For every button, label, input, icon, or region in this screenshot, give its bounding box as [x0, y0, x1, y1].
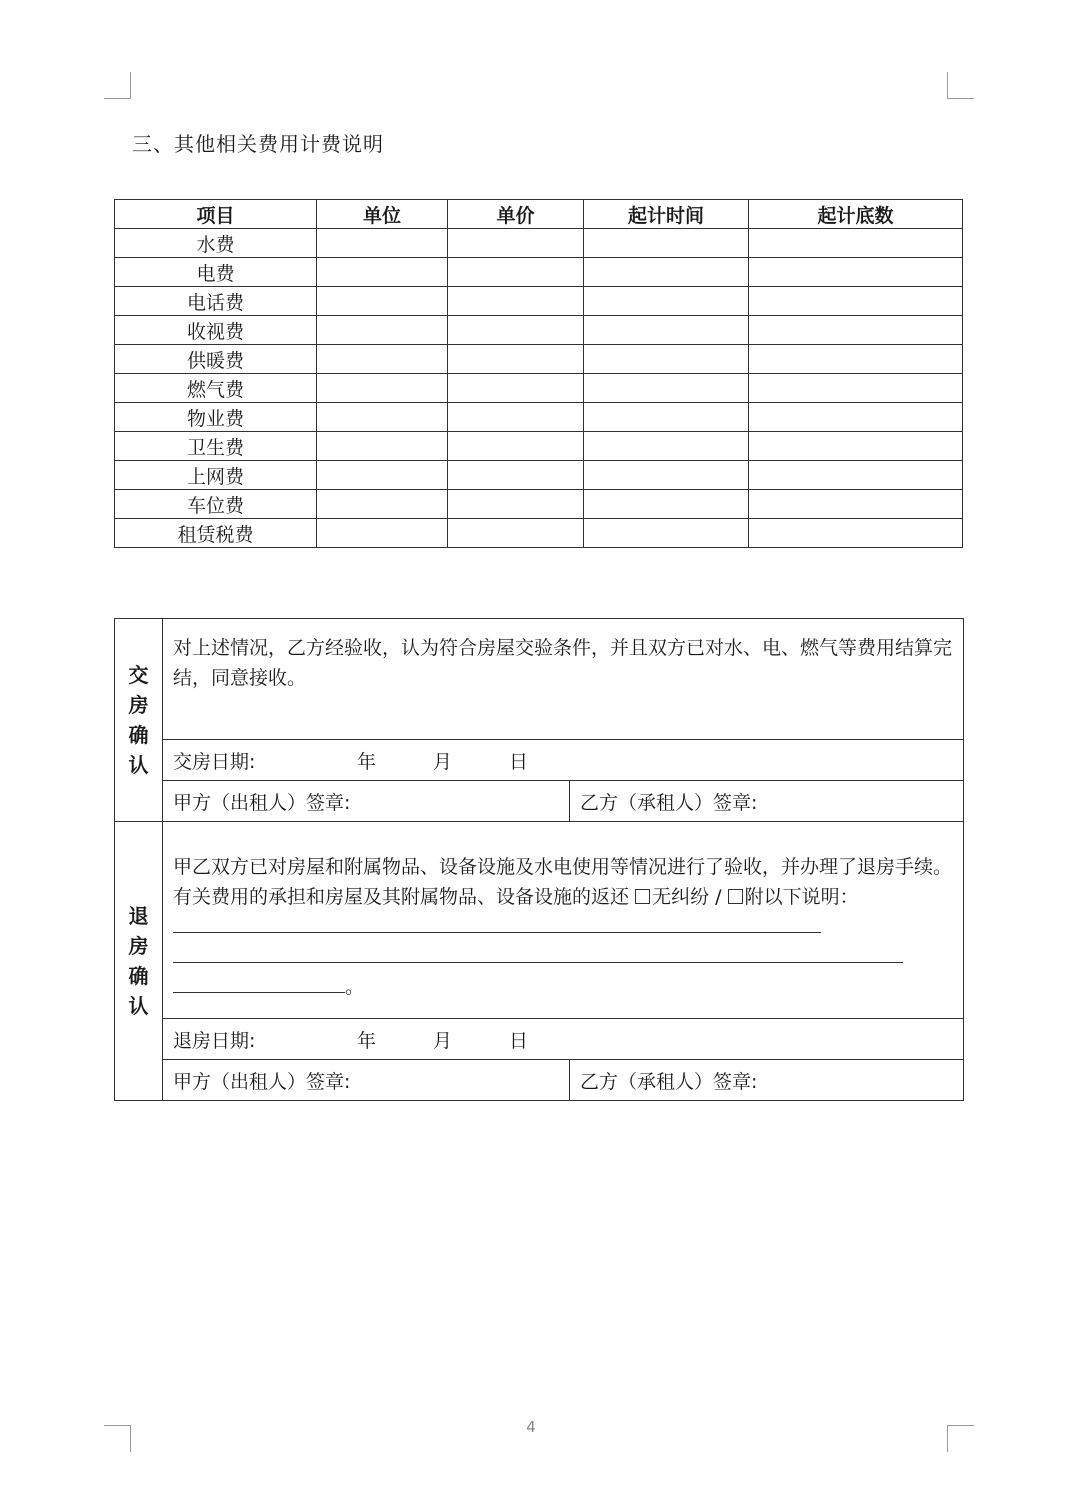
- header-start-reading: 起计底数: [749, 200, 963, 229]
- start-time-cell[interactable]: [584, 287, 749, 316]
- start-reading-cell[interactable]: [749, 287, 963, 316]
- handover-date-row[interactable]: [163, 740, 964, 781]
- fee-item-label: 燃气费: [115, 374, 317, 403]
- notes-blank-line-2[interactable]: [173, 942, 903, 963]
- price-cell[interactable]: [448, 403, 584, 432]
- checkout-date-row[interactable]: [163, 1019, 964, 1060]
- header-unit: 单位: [317, 200, 448, 229]
- price-cell[interactable]: [448, 345, 584, 374]
- start-time-cell[interactable]: [584, 403, 749, 432]
- start-time-cell[interactable]: [584, 345, 749, 374]
- fee-table: [114, 199, 963, 548]
- no-dispute-checkbox[interactable]: [635, 889, 650, 904]
- start-reading-cell[interactable]: [749, 374, 963, 403]
- start-time-cell[interactable]: [584, 490, 749, 519]
- start-time-cell[interactable]: [584, 374, 749, 403]
- year-label: 年: [357, 750, 377, 773]
- unit-cell[interactable]: [317, 432, 448, 461]
- unit-cell[interactable]: [317, 461, 448, 490]
- start-time-cell[interactable]: [584, 519, 749, 548]
- checkout-date-label: 退房日期:: [173, 1029, 256, 1052]
- fee-item-label: 电话费: [115, 287, 317, 316]
- start-reading-cell[interactable]: [749, 229, 963, 258]
- page-number: 4: [526, 1418, 536, 1436]
- checkout-party-b-signature[interactable]: 乙方（承租人）签章:: [570, 1060, 964, 1101]
- fee-item-label: 收视费: [115, 316, 317, 345]
- unit-cell[interactable]: [317, 490, 448, 519]
- handover-date-label: 交房日期:: [173, 750, 256, 773]
- start-reading-cell[interactable]: [749, 403, 963, 432]
- table-row: [115, 316, 963, 345]
- price-cell[interactable]: [448, 374, 584, 403]
- start-reading-cell[interactable]: [749, 345, 963, 374]
- fee-item-label: 上网费: [115, 461, 317, 490]
- price-cell[interactable]: [448, 229, 584, 258]
- unit-cell[interactable]: [317, 345, 448, 374]
- header-start-time: 起计时间: [584, 200, 749, 229]
- unit-cell[interactable]: [317, 403, 448, 432]
- confirmation-table: [114, 618, 964, 1101]
- table-row: [115, 461, 963, 490]
- unit-cell[interactable]: [317, 374, 448, 403]
- table-row: [115, 519, 963, 548]
- unit-cell[interactable]: [317, 287, 448, 316]
- price-cell[interactable]: [448, 490, 584, 519]
- table-row: [115, 432, 963, 461]
- table-row: [115, 229, 963, 258]
- start-time-cell[interactable]: [584, 432, 749, 461]
- fee-item-label: 物业费: [115, 403, 317, 432]
- unit-cell[interactable]: [317, 229, 448, 258]
- fee-item-label: 租赁税费: [115, 519, 317, 548]
- notes-label: 附以下说明：: [744, 886, 859, 908]
- fee-item-label: 车位费: [115, 490, 317, 519]
- fee-item-label: 供暖费: [115, 345, 317, 374]
- checkout-side-label: 退 房 确 认: [115, 822, 163, 1101]
- notes-checkbox[interactable]: [728, 889, 743, 904]
- fee-item-label: 卫生费: [115, 432, 317, 461]
- year-label: 年: [357, 1029, 377, 1052]
- unit-cell[interactable]: [317, 316, 448, 345]
- start-reading-cell[interactable]: [749, 490, 963, 519]
- price-cell[interactable]: [448, 316, 584, 345]
- fee-table-header: [115, 200, 963, 229]
- day-label: 日: [509, 750, 529, 773]
- checkout-party-a-signature[interactable]: 甲方（出租人）签章:: [163, 1060, 570, 1101]
- price-cell[interactable]: [448, 287, 584, 316]
- month-label: 月: [433, 750, 453, 773]
- crop-mark-top-left: [104, 72, 131, 99]
- table-row: [115, 345, 963, 374]
- table-row: [115, 258, 963, 287]
- notes-blank-line-1[interactable]: [173, 912, 821, 933]
- notes-blank-line-3[interactable]: [173, 972, 345, 993]
- table-row: [115, 490, 963, 519]
- section-title: 三、其他相关费用计费说明: [132, 132, 384, 156]
- fee-item-label: 电费: [115, 258, 317, 287]
- start-time-cell[interactable]: [584, 461, 749, 490]
- start-time-cell[interactable]: [584, 258, 749, 287]
- table-row: [115, 287, 963, 316]
- checkout-statement: 甲乙双方已对房屋和附属物品、设备设施及水电使用等情况进行了验收，并办理了退房手续。有关费用的承担和房屋及其附属物品、设备设施的返还 无纠纷 / 附以下说明： 。: [163, 822, 964, 1019]
- day-label: 日: [509, 1029, 529, 1052]
- start-time-cell[interactable]: [584, 229, 749, 258]
- start-reading-cell[interactable]: [749, 432, 963, 461]
- start-reading-cell[interactable]: [749, 519, 963, 548]
- crop-mark-top-right: [947, 72, 974, 99]
- no-dispute-label: 无纠纷: [652, 886, 710, 908]
- start-reading-cell[interactable]: [749, 461, 963, 490]
- table-row: [115, 403, 963, 432]
- start-reading-cell[interactable]: [749, 316, 963, 345]
- header-item: 项目: [115, 200, 317, 229]
- handover-party-a-signature[interactable]: 甲方（出租人）签章:: [163, 781, 570, 822]
- fee-item-label: 水费: [115, 229, 317, 258]
- handover-party-b-signature[interactable]: 乙方（承租人）签章:: [570, 781, 964, 822]
- price-cell[interactable]: [448, 432, 584, 461]
- start-reading-cell[interactable]: [749, 258, 963, 287]
- price-cell[interactable]: [448, 461, 584, 490]
- price-cell[interactable]: [448, 519, 584, 548]
- handover-side-label: 交 房 确 认: [115, 619, 163, 822]
- table-row: [115, 374, 963, 403]
- unit-cell[interactable]: [317, 258, 448, 287]
- price-cell[interactable]: [448, 258, 584, 287]
- handover-statement: 对上述情况，乙方经验收，认为符合房屋交验条件，并且双方已对水、电、燃气等费用结算完结，同意接收。: [163, 619, 964, 740]
- unit-cell[interactable]: [317, 519, 448, 548]
- header-price: 单价: [448, 200, 584, 229]
- month-label: 月: [433, 1029, 453, 1052]
- start-time-cell[interactable]: [584, 316, 749, 345]
